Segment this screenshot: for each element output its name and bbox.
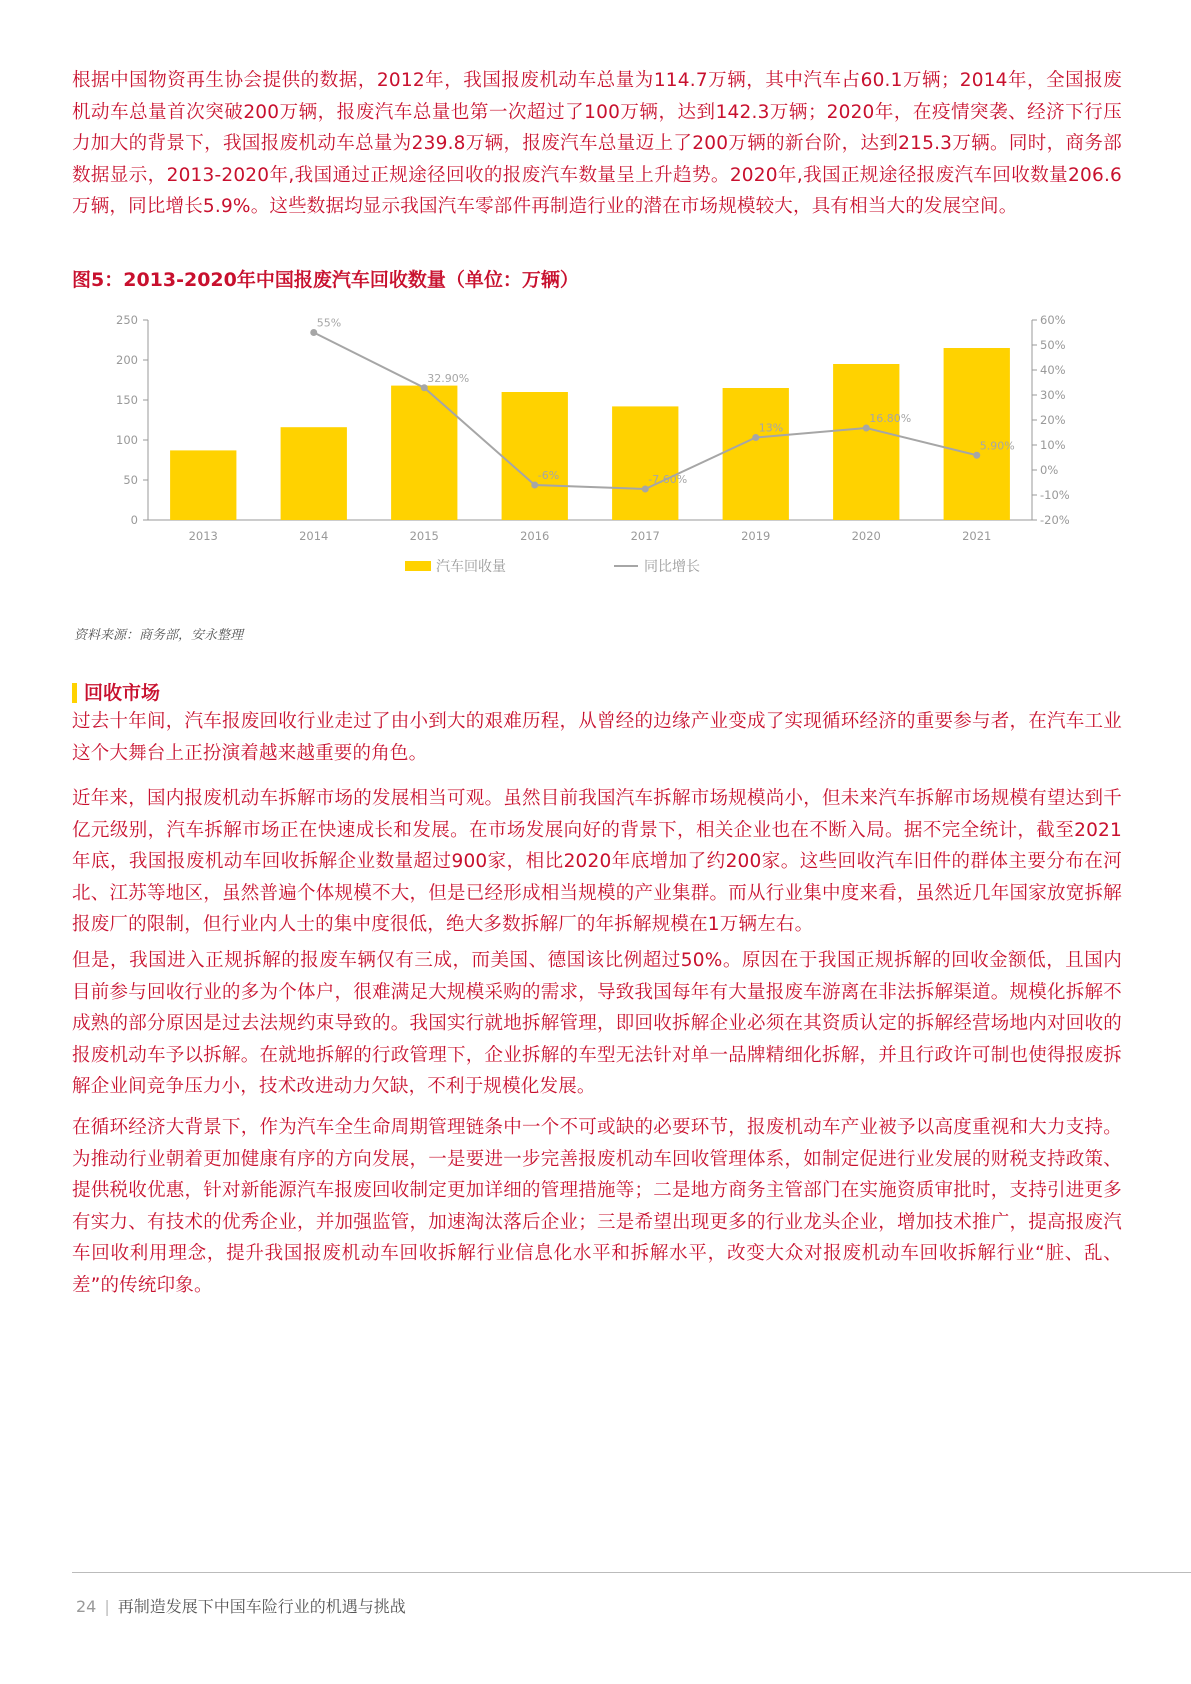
right-axis-tick-label: -20%: [1040, 513, 1070, 527]
chart-bar: [502, 392, 568, 520]
x-axis-tick-label: 2020: [851, 529, 881, 543]
left-axis-tick-label: 50: [123, 473, 138, 487]
chart-bar: [833, 364, 899, 520]
footer-divider: [72, 1572, 1191, 1573]
section-title: 回收市场: [84, 682, 161, 704]
growth-point: [752, 434, 759, 441]
right-axis-tick-label: 20%: [1040, 413, 1066, 427]
growth-point: [973, 452, 980, 459]
legend-swatch-bar: [405, 561, 431, 571]
x-axis-tick-label: 2015: [409, 529, 439, 543]
x-axis-tick-label: 2017: [630, 529, 660, 543]
figure-caption: 图5：2013-2020年中国报废汽车回收数量（单位：万辆）: [72, 269, 579, 291]
section-marker: [72, 683, 77, 703]
growth-label: 32.90%: [427, 371, 470, 385]
right-axis-tick-label: 10%: [1040, 438, 1066, 452]
x-axis-tick-label: 2021: [962, 529, 992, 543]
right-axis-tick-label: 0%: [1040, 463, 1059, 477]
body-paragraph-3: 但是，我国进入正规拆解的报废车辆仅有三成，而美国、德国该比例超过50%。原因在于我国正规拆解的回收金额低，且国内目前参与回收行业的多为个体户，很难满足大规模采购的需求，导致我国每年有大量报废车游离在非法拆解渠道。规模化拆解不成熟的部分原因是过去法规约束导致的。我国实行就地拆解管理，即回收拆解企业必须在其资质认定的拆解经营场地内对回收的报废机动车予以拆解。在就地拆解的行政管理下，企业拆解的车型无法针对单一品牌精细化拆解，并且行政许可制也使得报废拆解企业间竞争压力小，技术改进动力欠缺，不利于规模化发展。: [72, 950, 1122, 1097]
growth-label: 5.90%: [979, 439, 1015, 453]
chart-bars: [170, 348, 1010, 520]
document-title: 再制造发展下中国车险行业的机遇与挑战: [117, 1597, 406, 1616]
growth-label: 13%: [758, 421, 784, 435]
x-axis-tick-label: 2013: [188, 529, 218, 543]
left-axis-tick-label: 150: [116, 393, 138, 407]
recycling-volume-chart: [72, 300, 1072, 615]
body-paragraph-4: 在循环经济大背景下，作为汽车全生命周期管理链条中一个不可或缺的必要环节，报废机动车产业被予以高度重视和大力支持。为推动行业朝着更加健康有序的方向发展，一是要进一步完善报废机动车回收管理体系，如制定促进行业发展的财税支持政策、提供税收优惠，针对新能源汽车报废回收制定更加详细的管理措施等；二是地方商务主管部门在实施资质审批时，支持引进更多有实力、有技术的优秀企业，并加强监管，加速淘汰落后企业；三是希望出现更多的行业龙头企业，增加技术推广，提高报废汽车回收利用理念，提升我国报废机动车回收拆解行业信息化水平和拆解水平，改变大众对报废机动车回收拆解行业“脏、乱、差”的传统印象。: [72, 1117, 1122, 1296]
growth-point: [310, 329, 317, 336]
chart-legend: [405, 558, 700, 575]
left-axis-tick-label: 200: [116, 353, 138, 367]
intro-paragraph: 根据中国物资再生协会提供的数据，2012年，我国报废机动车总量为114.7万辆，其中汽车占60.1万辆；2014年，全国报废机动车总量首次突破200万辆，报废汽车总量也第一次超过了100万辆，达到142.3万辆；2020年，在疫情突袭、经济下行压力加大的背景下，我国报废机动车总量为239.8万辆，报废汽车总量迈上了200万辆的新台阶，达到215.3万辆。同时，商务部数据显示，2013-2020年,我国通过正规途径回收的报废汽车数量呈上升趋势。2020年,我国正规途径报废汽车回收数量206.6万辆，同比增长5.9%。这些数据均显示我国汽车零部件再制造行业的潜在市场规模较大，具有相当大的发展空间。: [72, 70, 1122, 217]
left-axis-tick-label: 100: [116, 433, 138, 447]
x-axis-tick-label: 2016: [520, 529, 550, 543]
growth-label: 16.80%: [869, 412, 912, 425]
legend-label-line: 同比增长: [644, 559, 700, 575]
growth-point: [863, 425, 870, 432]
page-number: 24: [76, 1597, 97, 1616]
left-axis-tick-label: 250: [116, 313, 138, 327]
right-axis-tick-label: 40%: [1040, 363, 1066, 377]
footer-separator: |: [104, 1597, 110, 1616]
legend-label-bar: 汽车回收量: [436, 559, 506, 575]
growth-point: [531, 482, 538, 489]
growth-point: [421, 384, 428, 391]
chart-bar: [944, 348, 1010, 520]
chart-bar: [723, 388, 789, 520]
right-axis-tick-label: 50%: [1040, 338, 1066, 352]
chart-bar: [391, 386, 457, 520]
left-axis-tick-label: 0: [130, 513, 138, 527]
body-paragraph-2: 近年来，国内报废机动车拆解市场的发展相当可观。虽然目前我国汽车拆解市场规模尚小，但未来汽车拆解市场规模有望达到千亿元级别，汽车拆解市场正在快速成长和发展。在市场发展向好的背景下，相关企业也在不断入局。据不完全统计，截至2021年底，我国报废机动车回收拆解企业数量超过900家，相比2020年底增加了约200家。这些回收汽车旧件的群体主要分布在河北、江苏等地区，虽然普遍个体规模不大，但是已经形成相当规模的产业集群。而从行业集中度来看，虽然近几年国家放宽拆解报废厂的限制，但行业内人士的集中度很低，绝大多数拆解厂的年拆解规模在1万辆左右。: [72, 788, 1122, 935]
growth-label: 55%: [316, 316, 342, 330]
right-axis-tick-label: -10%: [1040, 488, 1070, 502]
x-axis-tick-label: 2014: [299, 529, 329, 543]
figure-source: 资料来源：商务部，安永整理: [74, 628, 244, 643]
page-footer: [76, 1594, 406, 1617]
chart-bar: [612, 406, 678, 520]
chart-bar: [281, 427, 347, 520]
growth-point: [642, 486, 649, 493]
x-axis-tick-label: 2019: [741, 529, 771, 543]
growth-label: -6%: [537, 469, 560, 482]
body-paragraph-1: 过去十年间，汽车报废回收行业走过了由小到大的艰难历程，从曾经的边缘产业变成了实现循环经济的重要参与者，在汽车工业这个大舞台上正扮演着越来越重要的角色。: [72, 711, 1122, 764]
growth-label: -7.60%: [648, 473, 688, 486]
right-axis-tick-label: 30%: [1040, 388, 1066, 402]
chart-axes: [116, 313, 1070, 543]
chart-bar: [170, 450, 236, 520]
right-axis-tick-label: 60%: [1040, 313, 1066, 327]
